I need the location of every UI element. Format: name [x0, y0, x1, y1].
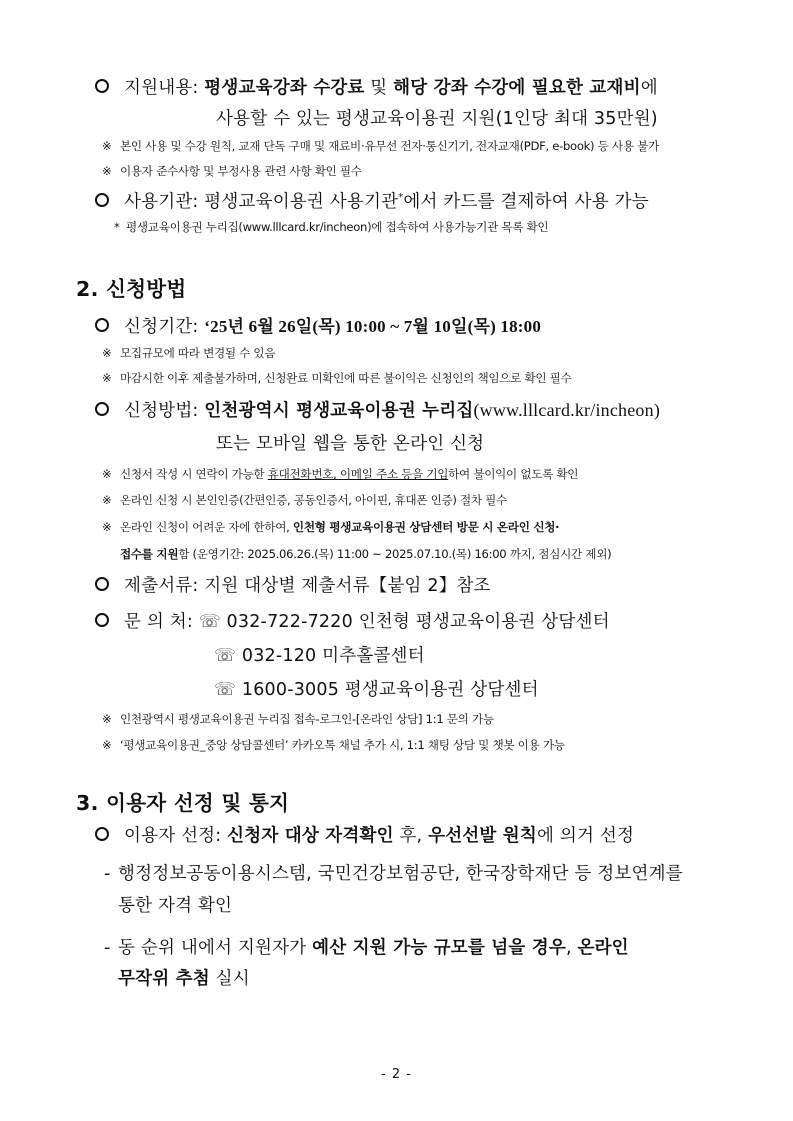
- documents-line: 제출서류: 지원 대상별 제출서류【붙임 2】참조: [95, 572, 491, 597]
- note-mark-icon: ※: [102, 164, 112, 178]
- circle-bullet-icon: [95, 193, 109, 207]
- circle-bullet-icon: [95, 827, 109, 841]
- note-mark-icon: ※: [102, 712, 112, 726]
- note-identity-verification: ※ 온라인 신청 시 본인인증(간편인증, 공동인증서, 아이핀, 휴대폰 인증) 절차 필수: [102, 493, 507, 507]
- support-content-line-2: 사용할 수 있는 평생교육이용권 지원(1인당 최대 35만원): [216, 109, 658, 129]
- inquiry-line-2: ☏ 032-120 미추홀콜센터: [214, 646, 425, 666]
- note-mark-icon: ※: [102, 738, 112, 752]
- application-method-line: 신청방법: 인천광역시 평생교육이용권 누리집(www.lllcard.kr/incheon): [95, 397, 660, 422]
- note-recruit-scale: ※ 모집규모에 따라 변경될 수 있음: [102, 346, 276, 360]
- dash-item-2-line-2: 무작위 추첨 실시: [118, 969, 250, 989]
- page-number: - 2 -: [381, 1067, 412, 1082]
- note-institution-list: * 평생교육이용권 누리집(www.lllcard.kr/incheon)에 접속하여 사용가능기관 목록 확인: [114, 220, 549, 234]
- note-offline-support: ※ 온라인 신청이 어려운 자에 한하여, 인천형 평생교육이용권 상담센터 방문 시 온라인 신청·: [102, 520, 560, 534]
- dash-item-1: - 행정정보공동이용시스템, 국민건강보험공단, 한국장학재단 등 정보연계를: [104, 864, 683, 884]
- note-mark-icon: ※: [102, 346, 112, 360]
- dash-item-2: - 동 순위 내에서 지원자가 예산 지원 가능 규모를 넘을 경우, 온라인: [104, 938, 629, 958]
- note-deadline: ※ 마감시한 이후 제출불가하며, 신청완료 미확인에 따른 불이익은 신청인의 책임으로 확인 필수: [102, 371, 572, 385]
- inquiry-line-1: 문 의 처: ☏ 032-722-7220 인천형 평생교육이용권 상담센터: [95, 608, 610, 633]
- note-mark-icon: ※: [102, 371, 112, 385]
- circle-bullet-icon: [95, 613, 109, 627]
- phone-icon: ☏: [214, 680, 237, 700]
- circle-bullet-icon: [95, 577, 109, 591]
- inquiry-line-3: ☏ 1600-3005 평생교육이용권 상담센터: [214, 680, 539, 700]
- circle-bullet-icon: [95, 318, 109, 332]
- note-user-compliance: ※ 이용자 준수사항 및 부정사용 관련 사항 확인 필수: [102, 164, 362, 178]
- note-contact-info: ※ 신청서 작성 시 연락이 가능한 휴대전화번호, 이메일 주소 등을 기입하여 불이익이 없도록 확인: [102, 467, 579, 481]
- phone-icon: ☏: [198, 612, 221, 632]
- user-selection-line: 이용자 선정: 신청자 대상 자격확인 후, 우선선발 원칙에 의거 선정: [95, 822, 634, 847]
- note-mark-icon: ※: [102, 467, 112, 481]
- note-mark-icon: ※: [102, 139, 112, 153]
- circle-bullet-icon: [95, 79, 109, 93]
- dash-item-1-line-2: 통한 자격 확인: [118, 896, 233, 916]
- section-2-heading: 2. 신청방법: [76, 277, 187, 301]
- usage-institution-line: 사용기관: 평생교육이용권 사용기관*에서 카드를 결제하여 사용 가능: [95, 188, 649, 213]
- note-mark-icon: ※: [102, 520, 112, 534]
- note-usage-restriction: ※ 본인 사용 및 수강 원칙, 교재 단독 구매 및 재료비·유무선 전자·통신기기, 전자교재(PDF, e-book) 등 사용 불가: [102, 139, 659, 153]
- support-content-line: 지원내용: 평생교육강좌 수강료 및 해당 강좌 수강에 필요한 교재비에: [95, 74, 658, 99]
- note-mark-icon: ※: [102, 493, 112, 507]
- note-offline-support-2: 접수를 지원함 (운영기간: 2025.06.26.(목) 11:00 ~ 2025.07.10.(목) 16:00 까지, 점심시간 제외): [120, 547, 612, 561]
- application-period-line: 신청기간: ‘25년 6월 26일(목) 10:00 ~ 7월 10일(목) 18:00: [95, 312, 541, 338]
- section-3-heading: 3. 이용자 선정 및 통지: [76, 791, 290, 815]
- circle-bullet-icon: [95, 402, 109, 416]
- application-method-line-2: 또는 모바일 웹을 통한 온라인 신청: [216, 434, 485, 454]
- note-kakao-channel: ※ ‘평생교육이용권_중앙 상담콜센터’ 카카오톡 채널 추가 시, 1:1 채팅 상담 및 챗봇 이용 가능: [102, 738, 565, 752]
- note-online-consult: ※ 인천광역시 평생교육이용권 누리집 접속-로그인-[온라인 상담] 1:1 문의 가능: [102, 712, 494, 726]
- phone-icon: ☏: [214, 646, 237, 666]
